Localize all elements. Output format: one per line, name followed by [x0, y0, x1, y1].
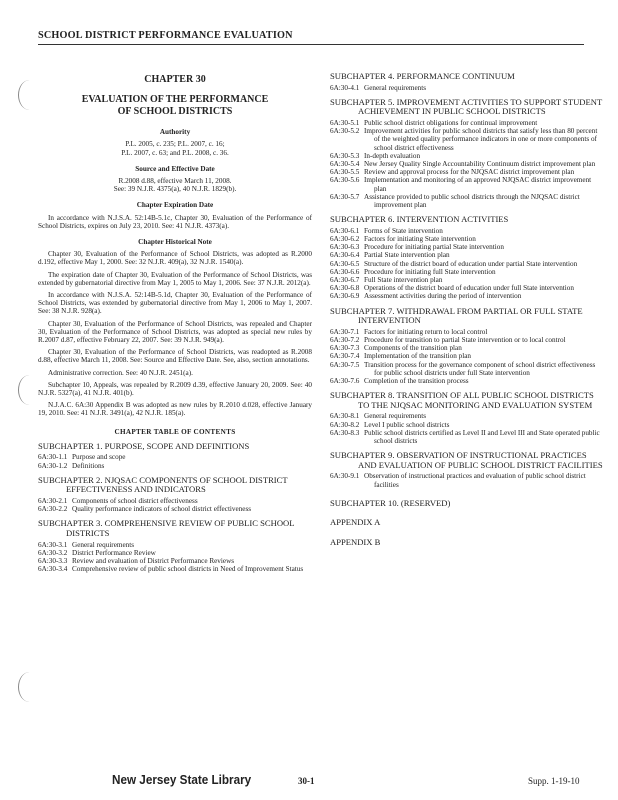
toc-entry: 6A:30-5.2 Improvement activities for public school districts that satisfy less than 80 percent of the weighted quality performance indicators in one or more components of school district effectiveness	[330, 127, 598, 152]
toc-heading: CHAPTER TABLE OF CONTENTS	[114, 427, 236, 436]
left-column	[38, 74, 312, 573]
toc-entry: 6A:30-6.1 Forms of State intervention	[330, 226, 443, 235]
toc-entry: 6A:30-1.2 Definitions	[38, 461, 105, 470]
chapter-number: CHAPTER 30	[144, 74, 206, 85]
toc-entry: 6A:30-6.9 Assessment activities during the period of intervention	[330, 292, 522, 301]
subchapter-heading: SUBCHAPTER 3. COMPREHENSIVE REVIEW OF PUBLIC SCHOOL DISTRICTS	[38, 518, 295, 539]
punch-hole-mark	[18, 672, 41, 702]
chapter-title: EVALUATION OF THE PERFORMANCE OF SCHOOL DISTRICTS	[81, 94, 269, 118]
toc-entry: 6A:30-5.7 Assistance provided to public school districts through the NJQSAC district improvement plan	[330, 192, 580, 210]
toc-entry: 6A:30-8.2 Level I public school districts	[330, 420, 450, 429]
history-paragraph: In accordance with N.J.S.A. 52:14B-5.1d, Chapter 30, Evaluation of the Performance of School Districts, was extended by gubernatorial directive from May 1, 2006 to May 1, 2007. See: 38 N.J.R. 928(a).	[38, 291, 312, 316]
source-text: R.2008 d.88, effective March 11, 2008. See: 39 N.J.R. 4375(a), 40 N.J.R. 1829(b).	[113, 177, 237, 194]
history-paragraph: Chapter 30, Evaluation of the Performance of School Districts, was readopted as R.2008 d.88, effective March 11, 2008. See: Source and Effective Date. See, also, section annotations.	[38, 348, 312, 365]
subchapter-heading: SUBCHAPTER 7. WITHDRAWAL FROM PARTIAL OR FULL STATE INTERVENTION	[330, 305, 583, 326]
appendix-heading: APPENDIX B	[330, 537, 381, 548]
history-paragraph: Chapter 30, Evaluation of the Performance of School Districts, was repealed and Chapter 30, Evaluation of the Performance of School Districts, was adopted as special new rules by R.2007 d.87, effective February 22, 2007. See: 39 N.J.R. 949(a).	[38, 319, 312, 345]
history-paragraph: Administrative correction. See: 40 N.J.R. 2451(a).	[48, 368, 193, 377]
running-header: SCHOOL DISTRICT PERFORMANCE EVALUATION	[38, 30, 293, 41]
toc-entry: 6A:30-3.4 Comprehensive review of public school districts in Need of Improvement Status	[38, 565, 304, 574]
expiration-heading: Chapter Expiration Date	[136, 201, 214, 210]
subchapter-heading: SUBCHAPTER 9. OBSERVATION OF INSTRUCTIONAL PRACTICES AND EVALUATION OF PUBLIC SCHOOL DISTRICT FACILITIES	[330, 450, 603, 470]
authority-text: P.L. 2005, c. 235; P.L. 2007, c. 16; P.L. 2007, c. 63; and P.L. 2008, c. 36.	[121, 140, 229, 157]
toc-entry: 6A:30-5.4 New Jersey Quality Single Accountability Continuum district improvement plan	[330, 160, 596, 168]
toc-entry: 6A:30-7.5 Transition process for the governance component of school district effectiveness for public school districts under full State intervention	[330, 360, 596, 377]
toc-entry: 6A:30-1.1 Purpose and scope	[38, 453, 126, 462]
toc-entry: 6A:30-5.6 Implementation and monitoring of an approved NJQSAC district improvement plan	[330, 176, 592, 193]
history-heading: Chapter Historical Note	[138, 238, 212, 247]
history-paragraph: Subchapter 10, Appeals, was repealed by R.2009 d.39, effective January 20, 2009. See: 40 N.J.R. 5327(a), 41 N.J.R. 401(b).	[38, 380, 312, 398]
subchapter-heading: SUBCHAPTER 4. PERFORMANCE CONTINUUM	[330, 71, 515, 81]
header-rule	[38, 44, 584, 45]
toc-entry: 6A:30-5.5 Review and approval process for the NJQSAC district improvement plan	[330, 168, 575, 177]
history-paragraph: The expiration date of Chapter 30, Evaluation of the Performance of School Districts, was extended by gubernatorial directive from May 1, 2005 to May 1, 2006. See: 37 N.J.R. 2012(a).	[38, 270, 312, 287]
toc-entry: 6A:30-6.4 Partial State intervention plan	[330, 251, 450, 260]
appendix-heading: APPENDIX A	[330, 517, 381, 528]
toc-entry: 6A:30-6.8 Operations of the district board of education under full State intervention	[330, 284, 574, 293]
subchapter-heading: SUBCHAPTER 10. (RESERVED)	[330, 497, 451, 508]
toc-entry: 6A:30-2.1 Components of school district effectiveness	[38, 497, 198, 506]
toc-entry: 6A:30-3.1 General requirements	[38, 540, 135, 549]
toc-entry: 6A:30-6.6 Procedure for initiating full State intervention	[330, 267, 496, 276]
toc-entry: 6A:30-2.2 Quality performance indicators of school district effectiveness	[38, 505, 252, 514]
toc-entry: 6A:30-6.2 Factors for initiating State intervention	[330, 235, 476, 244]
toc-entry: 6A:30-7.4 Implementation of the transition plan	[330, 352, 471, 361]
subchapter-heading: SUBCHAPTER 8. TRANSITION OF ALL PUBLIC SCHOOL DISTRICTS TO THE NJQSAC MONITORING AND EVALUATION SYSTEM	[330, 390, 594, 410]
supplement-date: Supp. 1-19-10	[528, 776, 580, 786]
toc-entry: 6A:30-7.1 Factors for initiating return to local control	[330, 327, 488, 336]
toc-entry: 6A:30-6.3 Procedure for initiating partial State intervention	[330, 243, 504, 252]
subchapter-heading: SUBCHAPTER 6. INTERVENTION ACTIVITIES	[330, 214, 509, 225]
source-heading: Source and Effective Date	[135, 164, 215, 173]
subchapter-heading: SUBCHAPTER 2. NJQSAC COMPONENTS OF SCHOOL DISTRICT EFFECTIVENESS AND INDICATORS	[38, 474, 288, 495]
page-number: 30-1	[298, 776, 315, 786]
toc-entry: 6A:30-4.1 General requirements	[330, 83, 427, 92]
toc-entry: 6A:30-6.7 Full State intervention plan	[330, 276, 443, 285]
subchapter-heading: SUBCHAPTER 1. PURPOSE, SCOPE AND DEFINITIONS	[38, 440, 250, 451]
authority-heading: Authority	[159, 128, 191, 137]
history-paragraph: N.J.A.C. 6A:30 Appendix B was adopted as new rules by R.2010 d.028, effective January 19, 2010. See: 41 N.J.R. 3491(a), 42 N.J.R. 185(a).	[38, 401, 312, 418]
history-paragraph: Chapter 30, Evaluation of the Performance of School Districts, was adopted as R.2000 d.192, effective May 1, 2000. See: 32 N.J.R. 409(a), 32 N.J.R. 1540(a).	[38, 250, 312, 267]
toc-entry: 6A:30-8.3 Public school districts certified as Level II and Level III and State operated public school districts	[330, 428, 600, 446]
toc-entry: 6A:30-7.3 Components of the transition plan	[330, 344, 462, 353]
toc-entry: 6A:30-7.6 Completion of the transition process	[330, 377, 469, 386]
toc-entry: 6A:30-5.3 In-depth evaluation	[330, 151, 421, 160]
toc-entry: 6A:30-6.5 Structure of the district board of education under partial State intervention	[330, 259, 578, 268]
subchapter-heading: SUBCHAPTER 5. IMPROVEMENT ACTIVITIES TO SUPPORT STUDENT ACHIEVEMENT IN PUBLIC SCHOOL DISTRICTS	[330, 96, 603, 117]
toc-entry: 6A:30-5.1 Public school district obligations for continual improvement	[330, 118, 538, 127]
right-column	[330, 72, 604, 550]
toc-entry: 6A:30-9.1 Observation of instructional practices and evaluation of public school district facilities	[330, 472, 586, 489]
library-watermark: New Jersey State Library	[112, 772, 252, 787]
toc-entry: 6A:30-7.2 Procedure for transition to partial State intervention or to local control	[330, 336, 566, 345]
toc-entry: 6A:30-8.1 General requirements	[330, 412, 427, 421]
toc-entry: 6A:30-3.2 District Performance Review	[38, 548, 156, 557]
toc-entry: 6A:30-3.3 Review and evaluation of District Performance Reviews	[38, 557, 235, 566]
expiration-text: In accordance with N.J.S.A. 52:14B-5.1c, Chapter 30, Evaluation of the Performance of School Districts, expires on July 23, 2010. See: 41 N.J.R. 4373(a).	[38, 213, 312, 230]
